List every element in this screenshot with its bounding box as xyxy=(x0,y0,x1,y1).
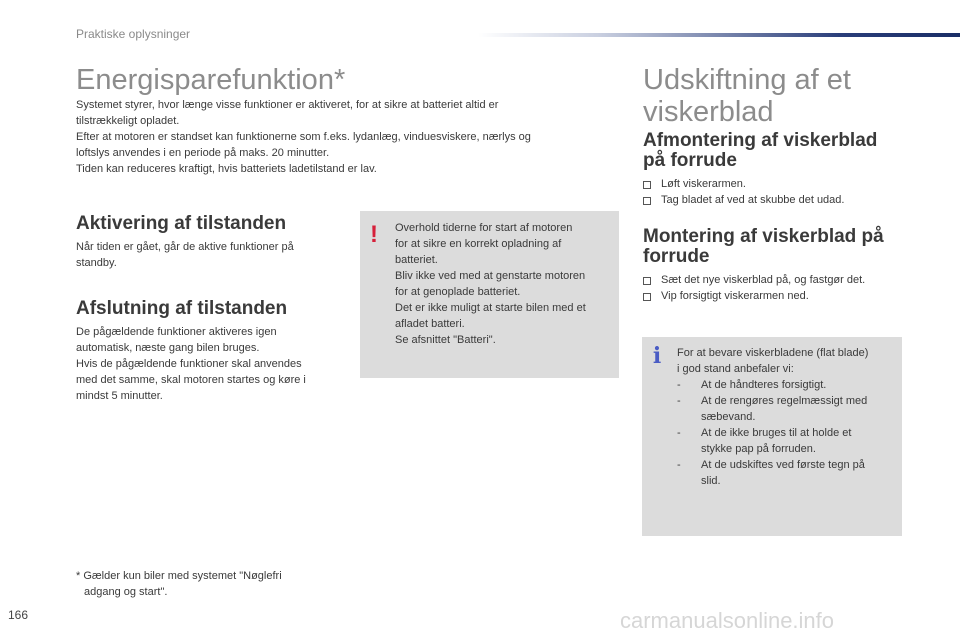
warning-line: for at genoplade batteriet. xyxy=(395,286,521,298)
warning-line: Bliv ikke ved med at genstarte motoren xyxy=(395,270,586,282)
removal-step-text: Løft viskerarmen. xyxy=(661,178,746,190)
removal-heading xyxy=(643,131,877,171)
info-item-line: At de rengøres regelmæssigt med xyxy=(701,395,868,407)
mounting-steps xyxy=(643,272,913,304)
info-list xyxy=(677,377,899,489)
termination-text xyxy=(76,324,346,404)
termination-line: Hvis de pågældende funktioner skal anvendes xyxy=(76,358,302,370)
info-item-line: stykke pap på forruden. xyxy=(701,443,816,455)
list-item xyxy=(643,288,913,304)
dash-marker: - xyxy=(677,395,681,407)
removal-heading-line: Afmontering af viskerblad xyxy=(643,130,878,151)
mounting-heading-line: forrude xyxy=(643,246,710,267)
info-intro-line: For at bevare viskerbladene (flat blade) xyxy=(677,347,869,359)
intro-line: loftslys anvendes i en periode på maks. 20 minutter. xyxy=(76,147,330,159)
list-item xyxy=(643,192,913,208)
wiper-title-line: Udskiftning af et xyxy=(643,64,851,96)
checkbox-bullet-icon xyxy=(643,277,651,285)
info-intro-line: i god stand anbefaler vi: xyxy=(677,363,794,375)
wiper-title-line: viskerblad xyxy=(643,96,774,128)
dash-marker: - xyxy=(677,427,681,439)
warning-line: afladet batteri. xyxy=(395,318,465,330)
warning-line: Det er ikke muligt at starte bilen med et xyxy=(395,302,586,314)
footnote-line: * Gælder kun biler med systemet "Nøglefri xyxy=(76,570,282,582)
termination-heading: Afslutning af tilstanden xyxy=(76,298,288,319)
activation-heading: Aktivering af tilstanden xyxy=(76,213,287,234)
warning-text xyxy=(395,220,615,348)
info-box xyxy=(642,337,902,536)
page-number: 166 xyxy=(8,608,29,622)
list-item xyxy=(643,176,913,192)
info-item-line: At de udskiftes ved første tegn på xyxy=(701,459,865,471)
termination-line: De pågældende funktioner aktiveres igen xyxy=(76,326,277,338)
intro-line: Tiden kan reduceres kraftigt, hvis batteriets ladetilstand er lav. xyxy=(76,163,377,175)
mounting-step-text: Vip forsigtigt viskerarmen ned. xyxy=(661,290,809,302)
footnote xyxy=(76,568,346,600)
section-label: Praktiske oplysninger xyxy=(76,27,191,41)
mounting-heading xyxy=(643,227,884,267)
warning-line: Se afsnittet "Batteri". xyxy=(395,334,496,346)
warning-line: Overhold tiderne for start af motoren xyxy=(395,222,573,234)
info-item-line: sæbevand. xyxy=(701,411,756,423)
mounting-step-text: Sæt det nye viskerblad på, og fastgør det. xyxy=(661,274,866,286)
list-item xyxy=(677,377,899,393)
page-title-energy-saving: Energisparefunktion* xyxy=(76,64,346,96)
warning-box xyxy=(360,211,619,378)
checkbox-bullet-icon xyxy=(643,293,651,301)
page-title-wiper xyxy=(643,64,851,128)
intro-line: Efter at motoren er standset kan funktionerne som f.eks. lydanlæg, vinduesviskere, nærlys og xyxy=(76,131,531,143)
activation-line: Når tiden er gået, går de aktive funktioner på xyxy=(76,241,294,253)
info-item-line: At de håndteres forsigtigt. xyxy=(701,379,827,391)
info-text xyxy=(677,345,899,489)
list-item xyxy=(677,457,899,489)
warning-line: batteriet. xyxy=(395,254,438,266)
info-item-line: At de ikke bruges til at holde et xyxy=(701,427,852,439)
termination-line: mindst 5 minutter. xyxy=(76,390,163,402)
intro-line: Systemet styrer, hvor længe visse funktioner er aktiveret, for at sikre at batteriet altid er xyxy=(76,99,499,111)
activation-text xyxy=(76,239,346,271)
intro-line: tilstrækkeligt opladet. xyxy=(76,115,180,127)
checkbox-bullet-icon xyxy=(643,181,651,189)
list-item xyxy=(643,272,913,288)
list-item xyxy=(677,393,899,425)
dash-marker: - xyxy=(677,379,681,391)
info-icon: i xyxy=(652,343,662,369)
list-item xyxy=(677,425,899,457)
checkbox-bullet-icon xyxy=(643,197,651,205)
intro-paragraph xyxy=(76,97,616,177)
removal-steps xyxy=(643,176,913,208)
termination-line: med det samme, skal motoren startes og køre i xyxy=(76,374,306,386)
activation-line: standby. xyxy=(76,257,117,269)
removal-heading-line: på forrude xyxy=(643,150,737,171)
header-accent-bar xyxy=(478,33,960,37)
warning-icon: ! xyxy=(370,221,378,248)
termination-line: automatisk, næste gang bilen bruges. xyxy=(76,342,260,354)
info-item-line: slid. xyxy=(701,475,721,487)
removal-step-text: Tag bladet af ved at skubbe det udad. xyxy=(661,194,845,206)
footnote-line: adgang og start". xyxy=(84,586,168,598)
watermark: carmanualsonline.info xyxy=(620,608,835,633)
warning-line: for at sikre en korrekt opladning af xyxy=(395,238,562,250)
mounting-heading-line: Montering af viskerblad på xyxy=(643,226,884,247)
dash-marker: - xyxy=(677,459,681,471)
